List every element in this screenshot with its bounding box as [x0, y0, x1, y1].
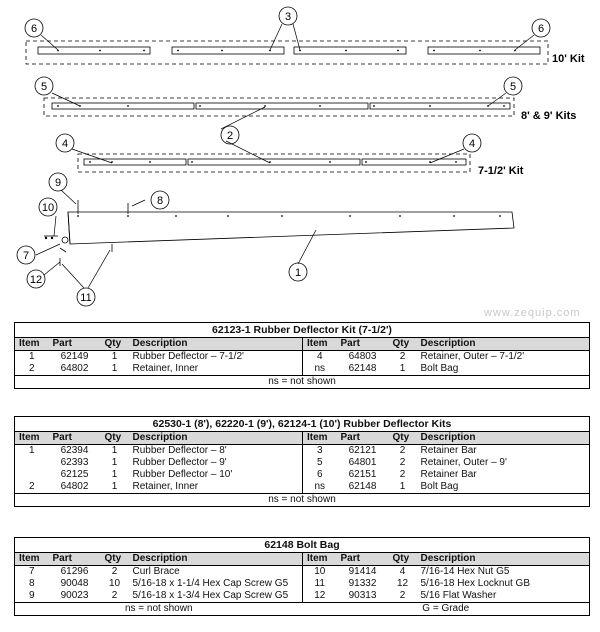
cell-description: Rubber Deflector – 9'	[132, 457, 227, 468]
cell-description: 5/16-18 Hex Locknut GB	[420, 578, 531, 589]
col-header-qty: Qty	[101, 553, 129, 566]
col-header-description: Description	[129, 432, 303, 445]
watermark: www.zequip.com	[484, 307, 581, 319]
rubber-deflector-part-1	[68, 212, 514, 244]
table-footnote: ns = not shown	[15, 494, 590, 507]
col-header-description: Description	[129, 553, 303, 566]
cell-item	[15, 457, 49, 469]
cell-item: 9	[28, 590, 35, 601]
cell-part: 62151	[348, 469, 377, 480]
table-footnote-grade: G = Grade	[303, 603, 590, 616]
kit-label-10ft: 10' Kit	[552, 53, 585, 65]
col-header-part: Part	[49, 432, 101, 445]
col-header-description: Description	[417, 432, 590, 445]
cell-description: Rubber Deflector – 7-1/2'	[132, 351, 244, 362]
cell-qty: 1	[399, 363, 406, 374]
cell-part: 91332	[348, 578, 377, 589]
cell-item: 2	[28, 363, 35, 374]
col-header-description: Description	[129, 338, 303, 351]
retainer-bar-part-6-right	[428, 47, 540, 54]
callout-8-label: 8	[156, 195, 164, 207]
table-row	[15, 445, 590, 458]
cell-qty: 2	[399, 445, 406, 456]
retainer-inner-part-2	[196, 103, 368, 109]
retainer-bar-part-6-left	[38, 47, 150, 54]
callout-10-label: 10	[41, 202, 55, 214]
cell-item: 1	[28, 445, 35, 456]
callout-3-label: 3	[284, 11, 292, 23]
cell-description: 5/16-18 x 1-1/4 Hex Cap Screw G5	[132, 578, 289, 589]
cell-item: 3	[303, 445, 337, 458]
cell-item: 10	[303, 566, 337, 579]
cell-qty: 2	[111, 590, 118, 601]
col-header-qty: Qty	[389, 338, 417, 351]
cell-item: 1	[28, 351, 35, 362]
cell-description: Retainer Bar	[420, 469, 477, 480]
callout-6-left-label: 6	[30, 23, 38, 35]
cell-item	[15, 469, 49, 481]
cell-qty: 1	[111, 457, 118, 468]
cell-part: 64801	[348, 457, 377, 468]
cell-part: 90023	[60, 590, 89, 601]
cell-part: 61296	[60, 566, 89, 577]
retainer-bar-part-3-left	[172, 47, 284, 54]
cell-item: ns	[303, 481, 337, 494]
cell-part: 62394	[60, 445, 89, 456]
cell-part: 64802	[60, 481, 89, 492]
cell-part: 62148	[348, 363, 377, 374]
cell-item: 7	[28, 566, 35, 577]
cell-item: 6	[303, 469, 337, 481]
cell-description: 5/16-18 x 1-3/4 Hex Cap Screw G5	[132, 590, 289, 601]
table-title: 62123-1 Rubber Deflector Kit (7-1/2')	[15, 323, 590, 338]
col-header-description: Description	[417, 553, 590, 566]
col-header-item: Item	[303, 338, 337, 351]
table-row	[15, 469, 590, 481]
table-row	[15, 457, 590, 469]
cell-part: 62121	[348, 445, 377, 456]
col-header-part: Part	[49, 553, 101, 566]
callout-9-label: 9	[54, 177, 62, 189]
bolt-hole-dots	[45, 50, 516, 240]
cell-description: Retainer, Inner	[132, 481, 199, 492]
kit-8-9ft-assembly	[44, 98, 514, 116]
retainer-outer-part-5-left	[52, 103, 194, 109]
cell-qty: 1	[111, 351, 118, 362]
kit-7-5ft-assembly	[78, 154, 470, 172]
cell-qty: 2	[399, 457, 406, 468]
table-footnote: ns = not shown	[15, 376, 590, 389]
parts-table-bolt-bag	[14, 537, 590, 616]
table-row	[15, 363, 590, 376]
parts-table-8-9-10ft-kits	[14, 416, 590, 507]
flat-washer-part-12	[60, 248, 66, 252]
cell-qty: 2	[399, 590, 406, 601]
cell-part: 90048	[60, 578, 89, 589]
retainer-outer-part-4-left	[84, 159, 186, 165]
cell-item: ns	[303, 363, 337, 376]
callout-5-right-label: 5	[509, 81, 517, 93]
col-header-qty: Qty	[101, 338, 129, 351]
col-header-item: Item	[303, 553, 337, 566]
cell-qty: 1	[111, 363, 118, 374]
callout-7-label: 7	[22, 250, 30, 262]
callout-4-left-label: 4	[61, 138, 69, 150]
retainer-inner-part-2-short	[188, 159, 360, 165]
cell-part: 62393	[60, 457, 89, 468]
cell-part: 62125	[60, 469, 89, 480]
col-header-qty: Qty	[389, 432, 417, 445]
retainer-outer-part-5-right	[370, 103, 510, 109]
kit-label-8-9ft: 8' & 9' Kits	[521, 110, 577, 122]
callout-1-label: 1	[294, 267, 302, 279]
cell-part: 64802	[60, 363, 89, 374]
cell-description: Rubber Deflector – 10'	[132, 469, 233, 480]
cell-qty: 4	[399, 566, 406, 577]
col-header-item: Item	[15, 553, 49, 566]
cell-description: Retainer, Inner	[132, 363, 199, 374]
cell-description: Retainer, Outer – 9'	[420, 457, 507, 468]
cell-qty: 2	[399, 469, 406, 480]
cell-description: Curl Brace	[132, 566, 180, 577]
cell-description: Bolt Bag	[420, 363, 459, 374]
callout-4-right-label: 4	[468, 138, 476, 150]
table-row	[15, 590, 590, 603]
table-footnote-not-shown: ns = not shown	[15, 603, 303, 616]
col-header-qty: Qty	[389, 553, 417, 566]
table-title: 62530-1 (8'), 62220-1 (9'), 62124-1 (10') Rubber Deflector Kits	[15, 417, 590, 432]
cell-description: 7/16-14 Hex Nut G5	[420, 566, 510, 577]
cell-item: 12	[303, 590, 337, 603]
cell-part: 62148	[348, 481, 377, 492]
retainer-outer-part-4-right	[362, 159, 466, 165]
cell-qty: 2	[111, 566, 118, 577]
cell-description: Rubber Deflector – 8'	[132, 445, 227, 456]
cell-part: 62149	[60, 351, 89, 362]
cell-part: 91414	[348, 566, 377, 577]
kit-label-7-5ft: 7-1/2' Kit	[478, 165, 524, 177]
cell-item: 5	[303, 457, 337, 469]
kit-7-5ft-dashed-box	[78, 154, 470, 172]
cell-description: 5/16 Flat Washer	[420, 590, 497, 601]
cell-item: 4	[303, 351, 337, 364]
callout-11-label: 11	[80, 292, 92, 304]
cell-part: 64803	[348, 351, 377, 362]
callout-2-label: 2	[226, 130, 234, 142]
col-header-part: Part	[337, 432, 389, 445]
table-title: 62148 Bolt Bag	[15, 538, 590, 553]
cell-description: Retainer, Outer – 7-1/2'	[420, 351, 525, 362]
col-header-item: Item	[15, 432, 49, 445]
callout-5-left-label: 5	[40, 81, 48, 93]
cell-qty: 1	[399, 481, 406, 492]
table-row	[15, 351, 590, 364]
col-header-item: Item	[15, 338, 49, 351]
col-header-part: Part	[337, 338, 389, 351]
cell-qty: 10	[108, 578, 121, 589]
table-row	[15, 481, 590, 494]
col-header-description: Description	[417, 338, 590, 351]
cell-qty: 12	[396, 578, 409, 589]
col-header-item: Item	[303, 432, 337, 445]
cell-description: Bolt Bag	[420, 481, 459, 492]
cell-qty: 2	[399, 351, 406, 362]
cell-item: 11	[303, 578, 337, 590]
cell-qty: 1	[111, 469, 118, 480]
kit-8-9ft-dashed-box	[44, 98, 514, 116]
col-header-qty: Qty	[101, 432, 129, 445]
cell-qty: 1	[111, 481, 118, 492]
cell-description: Retainer Bar	[420, 445, 477, 456]
hex-nut-part-7	[62, 237, 68, 243]
kit-10ft-assembly	[26, 41, 548, 64]
col-header-part: Part	[337, 553, 389, 566]
retainer-bar-part-3-right	[294, 47, 406, 54]
parts-table-7-5ft-kit	[14, 322, 590, 389]
col-header-part: Part	[49, 338, 101, 351]
callout-12-label: 12	[29, 274, 43, 286]
cell-item: 2	[28, 481, 35, 492]
table-row	[15, 578, 590, 590]
table-row	[15, 566, 590, 579]
cell-part: 90313	[348, 590, 377, 601]
callout-6-right-label: 6	[537, 23, 545, 35]
cell-qty: 1	[111, 445, 118, 456]
kit-10ft-dashed-box	[26, 41, 548, 64]
cell-item: 8	[28, 578, 35, 589]
